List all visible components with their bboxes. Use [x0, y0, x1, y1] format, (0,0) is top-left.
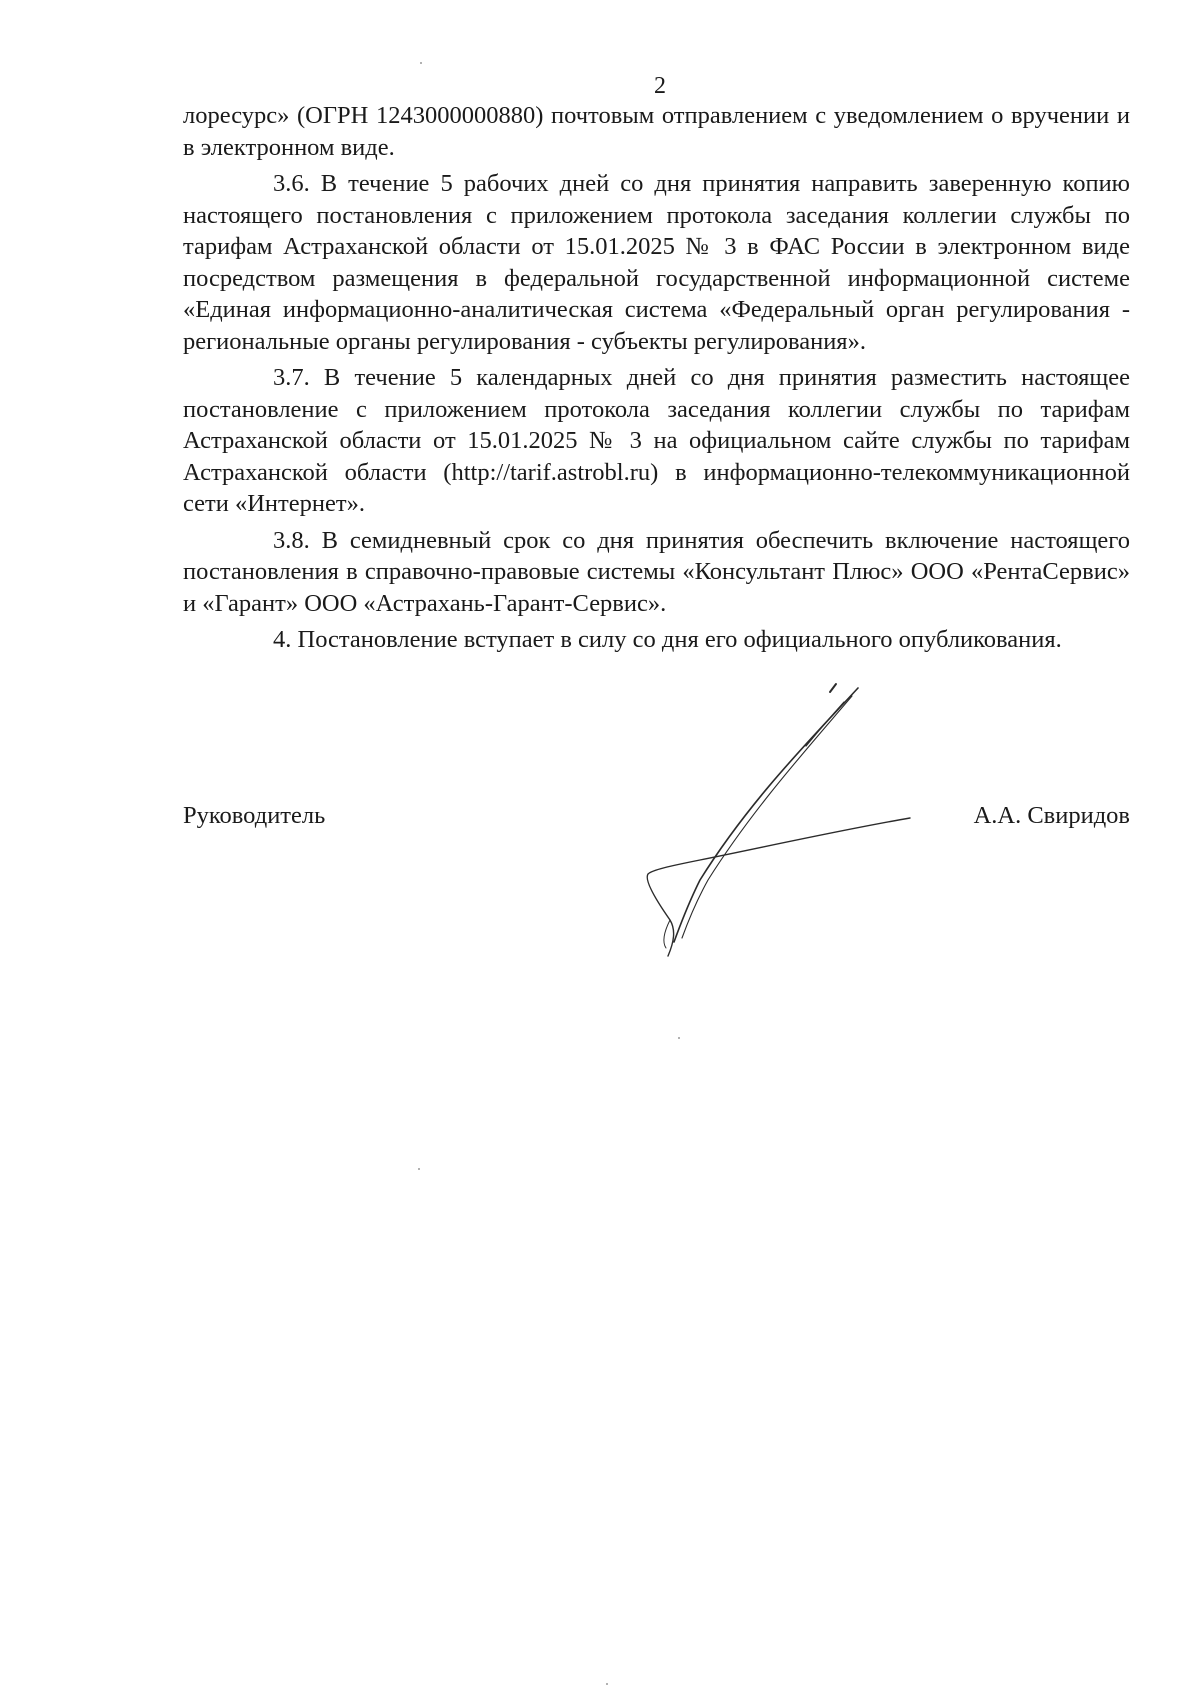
signer-name: А.А. Свиридов [973, 802, 1130, 829]
paragraph-3-7: 3.7. В течение 5 календарных дней со дня принятия разместить настоящее постановление с приложением протокола заседания коллегии службы по тарифам Астраханской области от 15.01.2025 № 3 на официальном сайте службы по тарифам Астраханской области (http://tarif.astrobl.ru) в информационно-телекоммуникационной сети «Интернет». [183, 364, 1130, 517]
scan-speck [420, 62, 422, 64]
handwritten-signature [630, 680, 920, 970]
scan-speck [678, 1037, 680, 1039]
paragraph-4: 4. Постановление вступает в силу со дня его официального опубликования. [273, 626, 1062, 653]
signer-title: Руководитель [183, 802, 326, 829]
scan-speck [606, 1683, 608, 1685]
page-number: 2 [654, 73, 666, 99]
paragraph-3-6: 3.6. В течение 5 рабочих дней со дня принятия направить заверенную копию настоящего постановления с приложением протокола заседания коллегии службы по тарифам Астраханской области от 15.01.2025 № 3 в ФАС России в электронном виде посредством размещения в федеральной государственной информационной системе «Единая информационно-аналитическая система «Федеральный орган регулирования - региональные органы регулирования - субъекты регулирования». [183, 170, 1130, 355]
paragraph-3-8: 3.8. В семидневный срок со дня принятия обеспечить включение настоящего постановления в справочно-правовые системы «Консультант Плюс» ООО «РентаСервис» и «Гарант» ООО «Астрахань-Гарант-Сервис». [183, 526, 1130, 617]
scan-speck [418, 1168, 420, 1170]
paragraph-continuation: лоресурс» (ОГРН 1243000000880) почтовым отправлением с уведомлением о вручении и в электронном виде. [183, 102, 1130, 161]
document-body [183, 100, 1130, 661]
